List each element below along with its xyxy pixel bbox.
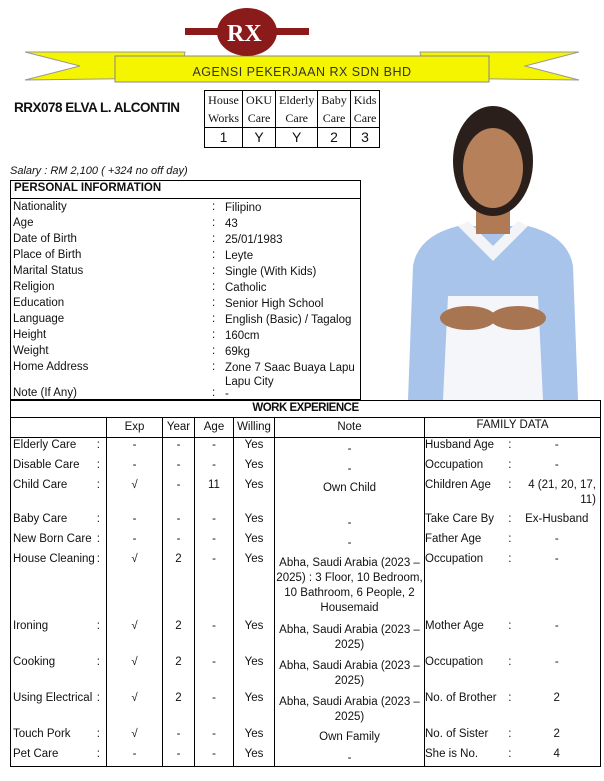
family-label: No. of Sister : — [425, 727, 518, 747]
skill-label: Child Care : — [11, 478, 107, 512]
field-value: Single (With Kids) — [225, 266, 317, 278]
year-cell: - — [163, 438, 195, 458]
exp-cell: - — [107, 747, 163, 767]
note-cell: Abha, Saudi Arabia (2023 – 2025) : 3 Floor, 10 Bedroom, 10 Bathroom, 6 People, 2 Housemaid — [275, 552, 425, 619]
table-row — [11, 727, 601, 747]
field-value: 25/01/1983 — [225, 234, 283, 246]
exp-cell: √ — [107, 691, 163, 727]
exp-cell: - — [107, 532, 163, 552]
table-row — [11, 619, 601, 655]
skill-label: Ironing : — [11, 619, 107, 655]
family-label: Father Age : — [425, 532, 518, 552]
skill-header-kids-care: Kids Care — [350, 91, 380, 128]
age-cell: - — [195, 532, 234, 552]
exp-cell: √ — [107, 552, 163, 619]
colon: : — [212, 329, 216, 341]
colon: : — [212, 281, 216, 293]
family-label: Occupation : — [425, 552, 518, 619]
age-cell: - — [195, 727, 234, 747]
skills-summary-table — [204, 90, 380, 148]
skill-value: 3 — [350, 128, 380, 148]
field-label: Home Address — [13, 361, 89, 373]
family-label: Husband Age : — [425, 438, 518, 458]
field-label: Education — [13, 297, 65, 309]
header-blank — [11, 418, 107, 438]
exp-cell: - — [107, 438, 163, 458]
exp-cell: - — [107, 512, 163, 532]
field-value: English (Basic) / Tagalog — [225, 314, 352, 326]
colon: : — [212, 313, 216, 325]
family-label: Occupation : — [425, 655, 518, 691]
year-cell: 2 — [163, 619, 195, 655]
willing-cell: Yes — [234, 691, 275, 727]
skill-label: Using Electrical : — [11, 691, 107, 727]
field-label: Weight — [13, 345, 49, 357]
field-value: 69kg — [225, 346, 250, 358]
age-cell: 11 — [195, 478, 234, 512]
colon: : — [212, 233, 216, 245]
note-cell: - — [275, 532, 425, 552]
table-row — [11, 478, 601, 512]
header-age: Age — [195, 418, 234, 438]
family-value: Ex-Husband — [518, 512, 601, 532]
salary-text: Salary : RM 2,100 ( +324 no off day) — [10, 165, 188, 177]
field-label: Date of Birth — [13, 233, 77, 245]
header-exp: Exp — [107, 418, 163, 438]
table-row — [11, 458, 601, 478]
field-label: Height — [13, 329, 47, 341]
table-row — [11, 512, 601, 532]
skill-label: Elderly Care : — [11, 438, 107, 458]
note-cell: Own Child — [275, 478, 425, 512]
header-year: Year — [163, 418, 195, 438]
family-label: She is No. : — [425, 747, 518, 767]
colon: : — [212, 249, 216, 261]
skill-value: Y — [276, 128, 318, 148]
candidate-photo — [388, 86, 598, 400]
colon: : — [212, 361, 216, 373]
field-value: Catholic — [225, 282, 267, 294]
skill-header-elderly-care: Elderly Care — [276, 91, 318, 128]
skill-label: House Cleaning : — [11, 552, 107, 619]
age-cell: - — [195, 458, 234, 478]
field-value: Zone 7 Saac Buaya Lapu Lapu City — [225, 362, 355, 388]
age-cell: - — [195, 512, 234, 532]
skill-label: Pet Care : — [11, 747, 107, 767]
family-label: Occupation : — [425, 458, 518, 478]
willing-cell: Yes — [234, 619, 275, 655]
field-label: Note (If Any) — [13, 387, 77, 399]
exp-cell: - — [107, 458, 163, 478]
willing-cell: Yes — [234, 458, 275, 478]
skill-value: Y — [243, 128, 276, 148]
note-cell: Abha, Saudi Arabia (2023 – 2025) — [275, 655, 425, 691]
header-willing: Willing — [234, 418, 275, 438]
candidate-name: RRX078 ELVA L. ALCONTIN — [14, 100, 180, 115]
field-label: Place of Birth — [13, 249, 82, 261]
note-cell: - — [275, 512, 425, 532]
family-value: - — [518, 458, 601, 478]
skill-label: Disable Care : — [11, 458, 107, 478]
year-cell: - — [163, 727, 195, 747]
willing-cell: Yes — [234, 655, 275, 691]
age-cell: - — [195, 438, 234, 458]
year-cell: - — [163, 532, 195, 552]
skill-label: Cooking : — [11, 655, 107, 691]
skill-label: New Born Care : — [11, 532, 107, 552]
svg-text:RX: RX — [227, 21, 262, 47]
table-row — [11, 552, 601, 619]
willing-cell: Yes — [234, 438, 275, 458]
field-value: - — [225, 388, 229, 400]
field-label: Marital Status — [13, 265, 84, 277]
family-value: - — [518, 438, 601, 458]
year-cell: 2 — [163, 655, 195, 691]
family-value: 2 — [518, 691, 601, 727]
field-value: Filipino — [225, 202, 262, 214]
note-cell: - — [275, 458, 425, 478]
table-row — [11, 691, 601, 727]
field-label: Religion — [13, 281, 55, 293]
willing-cell: Yes — [234, 478, 275, 512]
willing-cell: Yes — [234, 532, 275, 552]
family-label: Children Age : — [425, 478, 518, 512]
age-cell: - — [195, 691, 234, 727]
skill-header-house-works: House Works — [205, 91, 243, 128]
skill-value: 2 — [318, 128, 350, 148]
field-label: Language — [13, 313, 65, 325]
header-note: Note — [275, 418, 425, 438]
family-value: - — [518, 532, 601, 552]
field-label: Nationality — [13, 201, 67, 213]
family-label: Take Care By : — [425, 512, 518, 532]
work-experience-title: WORK EXPERIENCE — [11, 401, 601, 418]
agency-name: AGENSI PEKERJAAN RX SDN BHD — [192, 65, 412, 79]
table-row — [11, 747, 601, 767]
exp-cell: √ — [107, 727, 163, 747]
colon: : — [212, 387, 216, 399]
family-value: 4 (21, 20, 17, 11) — [518, 478, 601, 512]
skill-label: Touch Pork : — [11, 727, 107, 747]
family-value: 4 — [518, 747, 601, 767]
personal-information-title: PERSONAL INFORMATION — [11, 181, 360, 199]
table-row — [11, 438, 601, 458]
family-value: - — [518, 655, 601, 691]
field-value: Senior High School — [225, 298, 324, 310]
personal-information-section — [10, 180, 361, 400]
skill-label: Baby Care : — [11, 512, 107, 532]
note-cell: Abha, Saudi Arabia (2023 – 2025) — [275, 691, 425, 727]
colon: : — [212, 297, 216, 309]
family-value: - — [518, 619, 601, 655]
year-cell: - — [163, 458, 195, 478]
field-label: Age — [13, 217, 34, 229]
colon: : — [212, 201, 216, 213]
family-label: No. of Brother : — [425, 691, 518, 727]
field-value: 43 — [225, 218, 238, 230]
note-cell: Own Family — [275, 727, 425, 747]
year-cell: - — [163, 478, 195, 512]
table-row — [11, 532, 601, 552]
note-cell: - — [275, 438, 425, 458]
table-row — [11, 655, 601, 691]
willing-cell: Yes — [234, 727, 275, 747]
family-value: - — [518, 552, 601, 619]
exp-cell: √ — [107, 478, 163, 512]
field-value: 160cm — [225, 330, 260, 342]
colon: : — [212, 265, 216, 277]
age-cell: - — [195, 747, 234, 767]
colon: : — [212, 345, 216, 357]
exp-cell: √ — [107, 619, 163, 655]
year-cell: - — [163, 747, 195, 767]
age-cell: - — [195, 655, 234, 691]
skill-header-oku-care: OKU Care — [243, 91, 276, 128]
year-cell: 2 — [163, 552, 195, 619]
skill-value: 1 — [205, 128, 243, 148]
note-cell: - — [275, 747, 425, 767]
exp-cell: √ — [107, 655, 163, 691]
note-cell: Abha, Saudi Arabia (2023 – 2025) — [275, 619, 425, 655]
work-experience-table — [10, 400, 601, 767]
year-cell: - — [163, 512, 195, 532]
willing-cell: Yes — [234, 552, 275, 619]
colon: : — [212, 217, 216, 229]
age-cell: - — [195, 552, 234, 619]
year-cell: 2 — [163, 691, 195, 727]
family-value: 2 — [518, 727, 601, 747]
field-value: Leyte — [225, 250, 254, 262]
age-cell: - — [195, 619, 234, 655]
willing-cell: Yes — [234, 747, 275, 767]
skill-header-baby-care: Baby Care — [318, 91, 350, 128]
family-label: Mother Age : — [425, 619, 518, 655]
willing-cell: Yes — [234, 512, 275, 532]
family-data-title: FAMILY DATA — [425, 418, 601, 438]
